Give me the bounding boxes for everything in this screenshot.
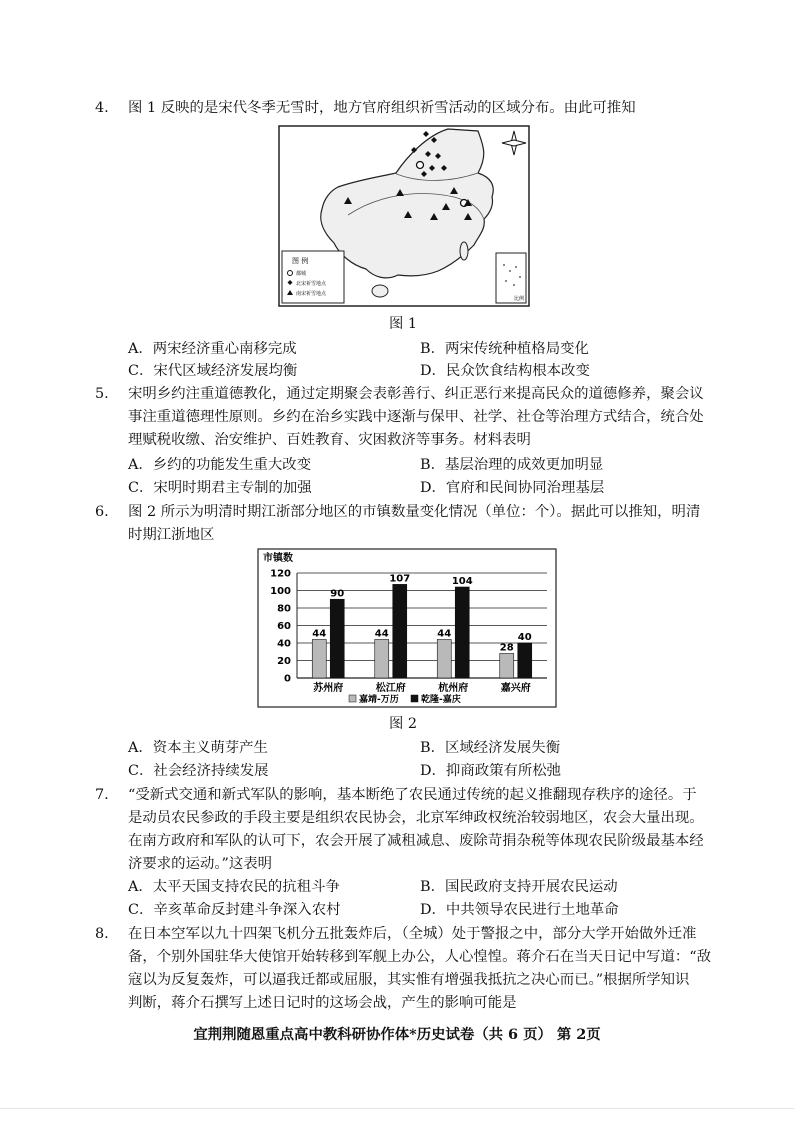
question-6-line: 时期江浙地区 xyxy=(128,527,215,543)
chart-bar xyxy=(500,654,514,679)
chart-bar xyxy=(312,640,326,679)
question-4-option-d[interactable]: D．民众饮食结构根本改变 xyxy=(420,363,590,379)
chart-y-axis-label: 市镇数 xyxy=(263,553,293,564)
question-7-option-a[interactable]: A．太平天国支持农民的抗租斗争 xyxy=(128,879,340,895)
chart-data-label: 104 xyxy=(451,576,473,587)
chart-category-label: 杭州府 xyxy=(438,683,469,694)
chart-category-label: 松江府 xyxy=(375,683,406,694)
question-5-option-a[interactable]: A．乡约的功能发生重大改变 xyxy=(128,457,312,473)
chart-data-label: 40 xyxy=(517,632,532,643)
question-5-option-b[interactable]: B．基层治理的成效更加明显 xyxy=(420,457,604,473)
question-5-line: 理赋税收缴、治安维护、百姓教育、灾困救济等事务。材料表明 xyxy=(128,432,531,448)
question-4-number: 4. xyxy=(95,100,109,116)
chart-bar xyxy=(455,587,469,678)
question-6-option-c[interactable]: C．社会经济持续发展 xyxy=(128,763,269,779)
figure-1-caption: 图 1 xyxy=(388,316,418,332)
chart-bar xyxy=(330,599,344,678)
question-7-option-d[interactable]: D．中共领导农民进行土地革命 xyxy=(420,902,619,918)
question-7-number: 7. xyxy=(95,787,109,803)
chart-bar xyxy=(393,584,407,678)
question-4-option-b[interactable]: B．两宋传统种植格局变化 xyxy=(420,341,589,357)
chart-y-tick-label: 60 xyxy=(277,621,291,632)
chart-legend-swatch xyxy=(411,695,418,702)
figure-1-map xyxy=(278,125,530,307)
chart-y-tick-label: 40 xyxy=(277,638,291,650)
chart-data-label: 107 xyxy=(389,573,411,585)
chart-y-tick-label: 100 xyxy=(270,586,291,597)
chart-category-label: 嘉兴府 xyxy=(500,683,531,694)
question-7-line: 是动员农民参政的手段主要是组织农民协会，北京军绅政权统治较弱地区，农会大量出现。 xyxy=(128,810,704,826)
chart-legend-swatch xyxy=(349,695,356,702)
chart-y-tick-label: 80 xyxy=(277,603,291,615)
question-6-option-b[interactable]: B．区域经济发展失衡 xyxy=(420,740,561,756)
question-7-option-b[interactable]: B．国民政府支持开展农民运动 xyxy=(420,879,618,895)
question-5-line: 事注重道德理性原则。乡约在治乡实践中逐渐与保甲、社学、社仓等治理方式结合，统合处 xyxy=(128,409,704,425)
chart-data-label: 28 xyxy=(499,642,514,654)
chart-legend-label: 嘉靖-万历 xyxy=(359,695,399,705)
bottom-divider xyxy=(0,1108,794,1109)
question-6-option-d[interactable]: D．抑商政策有所松弛 xyxy=(420,763,562,779)
legend-item-north-song: 北宋祈雪地点 xyxy=(296,281,327,287)
question-5-line: 宋明乡约注重道德教化，通过定期聚会表彰善行、纠正恶行来提高民众的道德修养，聚会议 xyxy=(128,386,704,402)
figure-2-caption: 图 2 xyxy=(388,716,418,732)
chart-data-label: 90 xyxy=(330,588,345,600)
question-6-line: 图 2 所示为明清时期江浙部分地区的市镇数量变化情况（单位：个）。据此可以推知，明清 xyxy=(128,504,701,520)
question-7-line: 济要求的运动。”这表明 xyxy=(128,856,273,872)
chart-category-label: 苏州府 xyxy=(313,683,344,694)
question-7-line: “受新式交通和新式军队的影响，基本断绝了农民通过传统的起义推翻现存秩序的途径。于 xyxy=(128,787,697,803)
question-5-option-d[interactable]: D．官府和民间协同治理基层 xyxy=(420,480,605,496)
map-legend-title: 图 例 xyxy=(292,257,309,265)
capital-marker xyxy=(417,162,424,169)
question-4-option-c[interactable]: C．宋代区域经济发展均衡 xyxy=(128,363,298,379)
question-5-number: 5. xyxy=(95,386,109,402)
question-8-line: 在日本空军以九十四架飞机分五批轰炸后，（全城）处于警报之中，部分大学开始做外迁准 xyxy=(128,926,697,942)
inset-label: 比例 xyxy=(514,296,525,302)
question-6-option-a[interactable]: A．资本主义萌芽产生 xyxy=(128,740,268,756)
map-hainan xyxy=(372,285,388,297)
legend-item-south-song: 南宋祈雪地点 xyxy=(296,291,327,297)
question-8-line: 备，个别外国驻华大使馆开始转移到军舰上办公，人心惶惶。蒋介石在当天日记中写道：“敌 xyxy=(128,949,711,965)
chart-data-label: 44 xyxy=(374,628,389,640)
question-8-number: 8. xyxy=(95,926,109,942)
question-7-option-c[interactable]: C．辛亥革命反封建斗争深入农村 xyxy=(128,902,341,918)
chart-legend-label: 乾隆-嘉庆 xyxy=(421,695,461,705)
chart-bar xyxy=(437,640,451,679)
question-7-line: 在南方政府和军队的认可下，农会开展了减租减息、废除苛捐杂税等体现农民阶级最基本经 xyxy=(128,833,704,849)
figure-2-bar-chart xyxy=(257,548,557,708)
chart-y-tick-label: 0 xyxy=(284,673,291,685)
question-5-option-c[interactable]: C．宋明时期君主专制的加强 xyxy=(128,480,312,496)
map-taiwan xyxy=(460,242,468,260)
legend-capital-icon xyxy=(288,271,293,276)
question-8-line: 判断，蒋介石撰写上述日记时的这场会战，产生的影响可能是 xyxy=(128,995,517,1011)
chart-bar xyxy=(375,640,389,679)
chart-data-label: 44 xyxy=(437,628,452,640)
legend-item-capital: 都城 xyxy=(296,271,307,277)
question-8-line: 寇以为反复轰炸，可以逼我迁都或屈服，其实惟有增强我抵抗之决心而已。”根据所学知识 xyxy=(128,972,690,988)
chart-data-label: 44 xyxy=(312,628,327,640)
question-4-option-a[interactable]: A．两宋经济重心南移完成 xyxy=(128,341,297,357)
chart-bar xyxy=(518,643,532,678)
question-4-stem: 图 1 反映的是宋代冬季无雪时，地方官府组织祈雪活动的区域分布。由此可推知 xyxy=(128,100,636,116)
chart-y-tick-label: 120 xyxy=(270,568,291,580)
question-6-number: 6. xyxy=(95,504,109,520)
chart-y-tick-label: 20 xyxy=(277,656,291,667)
page-footer: 宜荆荆随恩重点高中教科研协作体*历史试卷（共 6 页） 第 2页 xyxy=(193,1026,601,1043)
